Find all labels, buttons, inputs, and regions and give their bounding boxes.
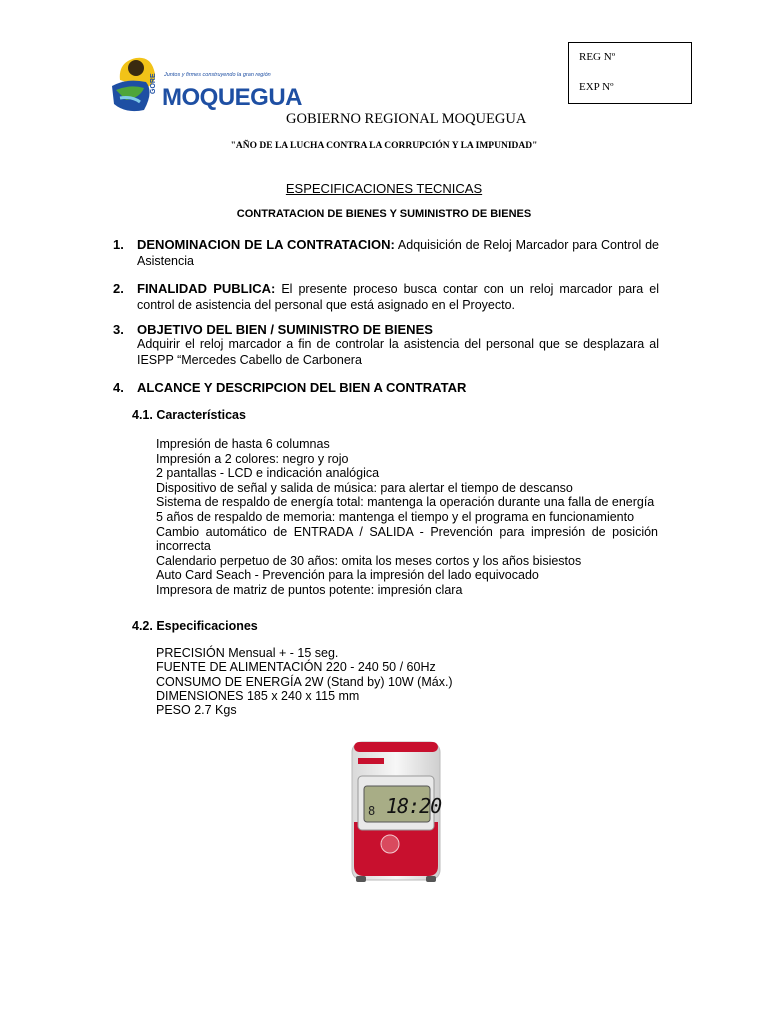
reg-label: REG Nº: [579, 51, 616, 63]
section-1-text: Adquisición de Reloj Marcador para Control de Asistencia: [137, 238, 659, 268]
specs-list: [156, 646, 453, 717]
doc-title: ESPECIFICACIONES TECNICAS: [285, 181, 483, 196]
time-clock-image: [350, 738, 442, 884]
list-item: Auto Card Seach - Prevención para la impresión del lado equivocado: [156, 568, 539, 583]
doc-subtitle: CONTRATACION DE BIENES Y SUMINISTRO DE BIENES: [236, 208, 532, 220]
list-item: 5 años de respaldo de memoria: mantenga el tiempo y el programa en funcionamiento: [156, 509, 635, 524]
list-item: CONSUMO DE ENERGÍA 2W (Stand by) 10W (Máx.): [156, 674, 453, 689]
list-item: 2 pantallas - LCD e indicación analógica: [156, 466, 380, 481]
section-4-number: 4.: [113, 380, 124, 395]
list-item: DIMENSIONES 185 x 240 x 115 mm: [156, 688, 360, 703]
specs-heading: 4.2. Especificaciones: [132, 619, 258, 633]
section-2: [137, 281, 659, 313]
section-1-heading: DENOMINACION DE LA CONTRATACION:: [137, 237, 395, 252]
registration-box: [568, 42, 692, 104]
section-2-heading: FINALIDAD PUBLICA:: [137, 281, 276, 296]
section-4-heading: ALCANCE Y DESCRIPCION DEL BIEN A CONTRATAR: [137, 380, 467, 395]
list-item: Sistema de respaldo de energía total: mantenga la operación durante una falla de energía: [156, 495, 655, 510]
exp-label: EXP Nº: [579, 81, 614, 93]
org-title: GOBIERNO REGIONAL MOQUEGUA: [286, 111, 527, 127]
features-list: [156, 437, 658, 598]
logo-name: MOQUEGUA: [162, 84, 302, 111]
list-item: PRECISIÓN Mensual + - 15 seg.: [156, 646, 339, 660]
list-item: Impresión a 2 colores: negro y rojo: [156, 451, 349, 466]
section-2-number: 2.: [113, 281, 124, 296]
list-item: Cambio automático de ENTRADA / SALIDA - Prevención para impresión de posición incorrecta: [156, 524, 658, 554]
logo-gore-text: GORE: [150, 73, 157, 94]
list-item: FUENTE DE ALIMENTACIÓN 220 - 240 50 / 60Hz: [156, 660, 436, 675]
gore-moquegua-logo: [106, 52, 302, 118]
section-1: [137, 237, 659, 269]
list-item: Impresión de hasta 6 columnas: [156, 437, 330, 451]
list-item: Dispositivo de señal y salida de música: para alertar el tiempo de descanso: [156, 480, 573, 495]
list-item: PESO 2.7 Kgs: [156, 703, 237, 718]
section-2-text: El presente proceso busca contar con un reloj marcador para el control de asistencia del personal que está asignado en el Proyecto.: [137, 282, 660, 312]
logo-slogan: Juntos y firmes construyendo la gran región: [164, 72, 271, 78]
lcd-time: 18:20: [386, 794, 442, 818]
section-3-text: Adquirir el reloj marcador a fin de controlar la asistencia del personal que se desplazara al IESPP “Mercedes Cabello de Carbonera: [137, 337, 659, 367]
section-3-heading: OBJETIVO DEL BIEN / SUMINISTRO DE BIENES: [137, 322, 433, 337]
list-item: Calendario perpetuo de 30 años: omita los meses cortos y los años bisiestos: [156, 553, 582, 568]
year-motto: "AÑO DE LA LUCHA CONTRA LA CORRUPCIÓN Y LA IMPUNIDAD": [230, 141, 538, 151]
lcd-small-digit: 8: [368, 804, 376, 818]
features-heading: 4.1. Características: [132, 408, 246, 422]
list-item: Impresora de matriz de puntos potente: impresión clara: [156, 582, 463, 597]
section-1-number: 1.: [113, 237, 124, 252]
section-3-number: 3.: [113, 322, 124, 337]
